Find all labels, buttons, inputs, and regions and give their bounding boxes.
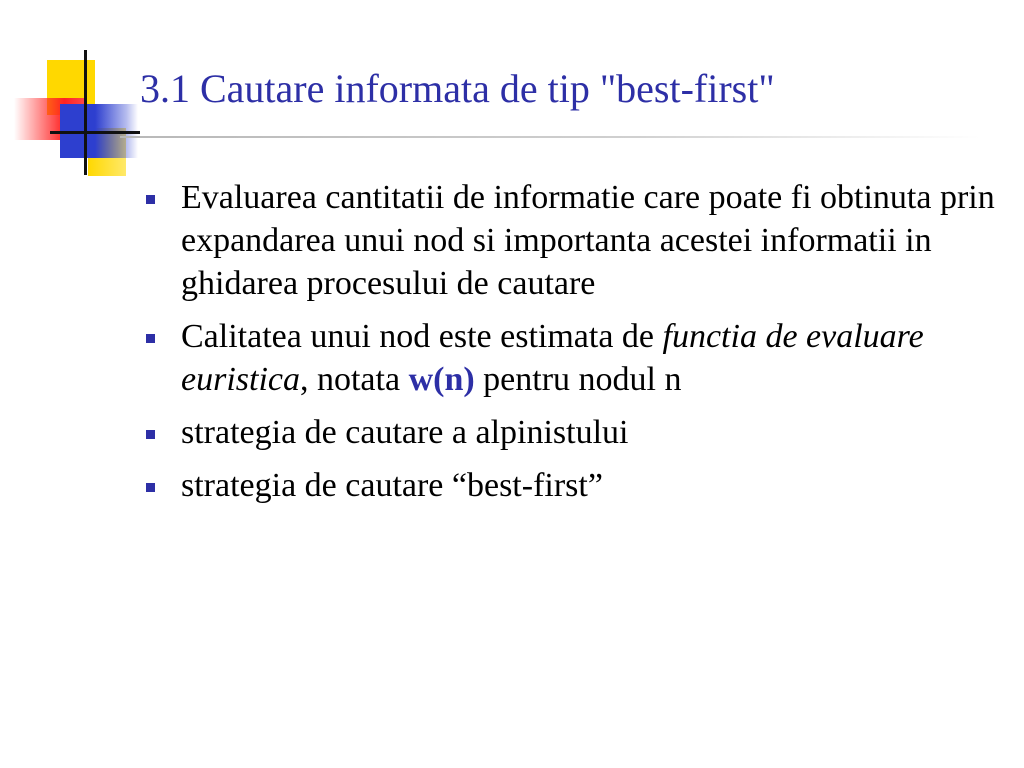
square-bullet-icon <box>146 195 155 204</box>
decorative-logo <box>0 0 150 190</box>
bullet-item <box>144 464 1004 507</box>
italic-term: functia de evaluare euristica <box>181 318 924 398</box>
bold-term: w(n) <box>408 361 475 398</box>
bullet-item <box>144 315 1004 401</box>
bullet-text: strategia de cautare “best-first” <box>181 467 603 504</box>
bullet-text-middle: , notata <box>299 361 409 398</box>
slide-title: 3.1 Cautare informata de tip "best-first" <box>140 66 775 111</box>
bullet-list <box>144 176 1004 517</box>
bullet-text: strategia de cautare a alpinistului <box>181 414 629 451</box>
bullet-item <box>144 176 1004 305</box>
title-divider <box>120 136 980 138</box>
logo-vertical-line <box>84 50 87 175</box>
bullet-text-end: pentru nodul n <box>474 361 682 398</box>
bullet-text-start: Calitatea unui nod este estimata de <box>181 318 663 355</box>
bullet-item <box>144 411 1004 454</box>
square-bullet-icon <box>146 483 155 492</box>
square-bullet-icon <box>146 430 155 439</box>
logo-horizontal-line <box>50 131 140 134</box>
bullet-text: Evaluarea cantitatii de informatie care poate fi obtinuta prin expandarea unui nod si importanta acestei informatii in ghidarea procesului de cautare <box>181 179 995 302</box>
square-bullet-icon <box>146 334 155 343</box>
